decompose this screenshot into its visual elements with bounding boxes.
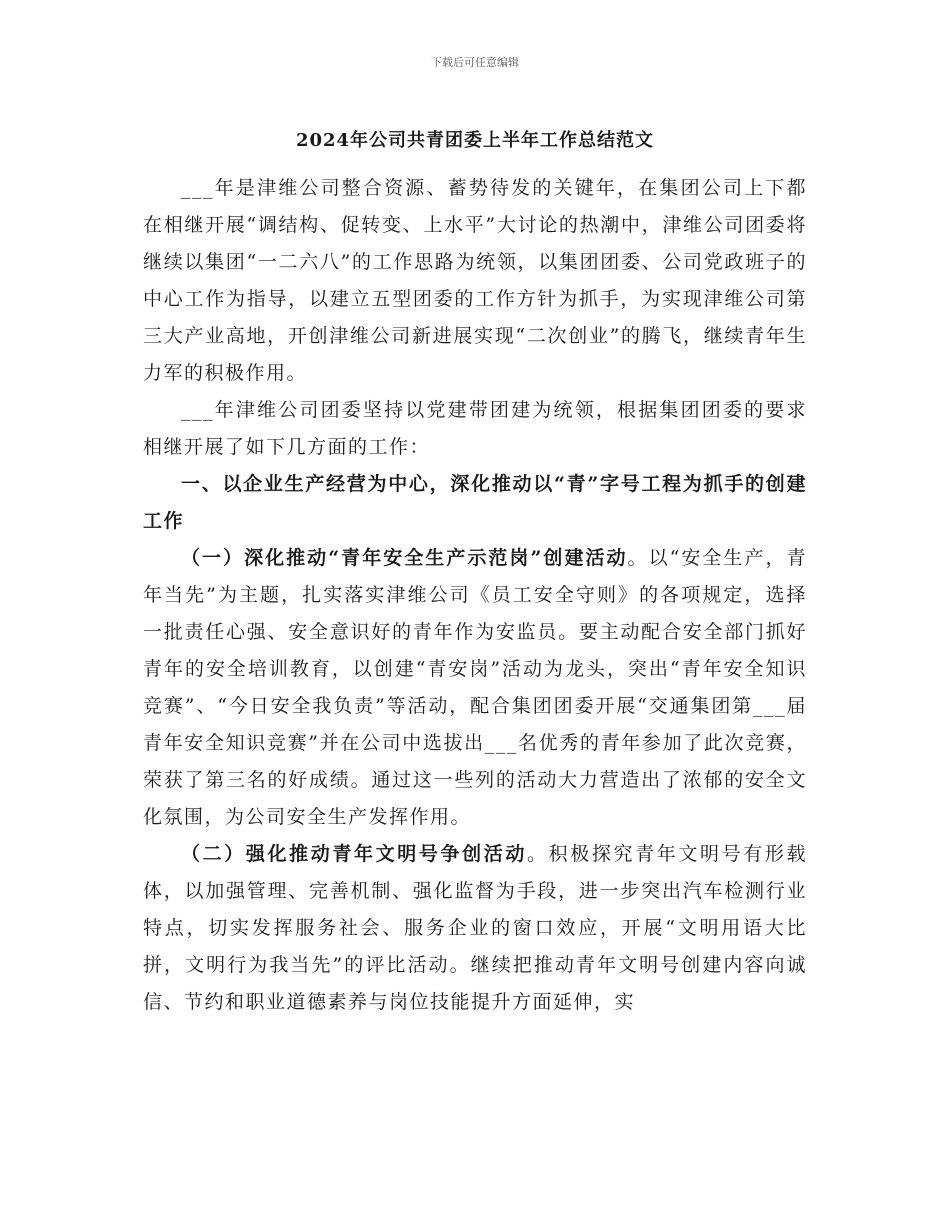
paragraph-safety-body: 。以“安全生产，青年当先”为主题，扎实落实津维公司《员工安全守则》的各项规定，选择一批责任心强、安全意识好的青年作为安监员。要主动配合安全部门抓好青年的安全培训教育，以创建“青安岗”活动为龙头，突出“青年安全知识竞赛”、“今日安全我负责”等活动，配合集团团委开展“交通集团第___届青年安全知识竞赛”并在公司中选拔出___名优秀的青年参加了此次竞赛，荣获了第三名的好成绩。通过这一些列的活动大力营造出了浓郁的安全文化氛围，为公司安全生产发挥作用。	[143, 547, 808, 828]
document-title: 2024年公司共青团委上半年工作总结范文	[295, 130, 655, 151]
paragraph-civility-body: 。积极探究青年文明号有形载体，以加强管理、完善机制、强化监督为手段，进一步突出汽车检测行业特点，切实发挥服务社会、服务企业的窗口效应，开展“文明用语大比拼，文明行为我当先”的评比活动。继续把推动青年文明号创建内容向诚信、节约和职业道德素养与岗位技能提升方面延伸，实	[143, 843, 807, 1013]
document-body	[143, 170, 807, 1021]
header-note: 下载后可任意编辑	[431, 56, 519, 69]
subsection-heading-1: （一）深化推动“青年安全生产示范岗”创建活动	[181, 547, 628, 569]
subsection-heading-2: （二）强化推动青年文明号争创活动	[181, 843, 527, 865]
section-heading-1: 一、以企业生产经营为中心，深化推动以“青”字号工程为抓手的创建工作	[143, 473, 807, 532]
paragraph-civility	[143, 836, 807, 1021]
paragraph-safety	[143, 540, 807, 836]
paragraph-overview: ___年津维公司团委坚持以党建带团建为统领，根据集团团委的要求相继开展了如下几方面的工作：	[143, 399, 807, 458]
paragraph-intro: ___年是津维公司整合资源、蓄势待发的关键年，在集团公司上下都在相继开展“调结构、促转变、上水平”大讨论的热潮中，津维公司团委将继续以集团“一二六八”的工作思路为统领，以集团团委、公司党政班子的中心工作为指导，以建立五型团委的工作方针为抓手，为实现津维公司第三大产业高地，开创津维公司新进展实现“二次创业”的腾飞，继续青年生力军的积极作用。	[143, 177, 807, 384]
